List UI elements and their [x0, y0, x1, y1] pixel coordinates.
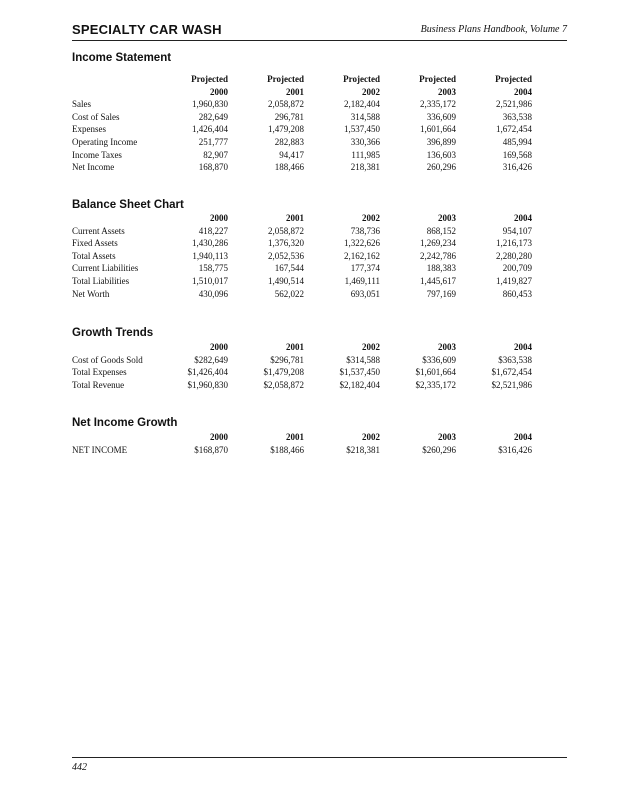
- column-header: 2003: [438, 86, 456, 97]
- column-header: 2001: [286, 86, 304, 97]
- value-cell: $260,296: [422, 444, 456, 455]
- value-cell: 1,269,234: [420, 238, 456, 249]
- column-header: 2000: [210, 86, 228, 97]
- value-cell: 111,985: [351, 149, 380, 160]
- row-label: Cost of Sales: [72, 111, 120, 122]
- section-title: Income Statement: [72, 52, 172, 64]
- income-statement-section: [72, 52, 532, 174]
- header-row: [72, 73, 532, 86]
- value-cell: $316,426: [498, 444, 532, 455]
- column-header: 2000: [210, 213, 228, 223]
- header-label-cell: [72, 431, 152, 444]
- value-cell: 1,510,017: [192, 275, 228, 286]
- value-cell: 1,216,173: [496, 238, 532, 249]
- row-label: Total Assets: [72, 250, 116, 261]
- value-cell: 1,601,664: [420, 124, 456, 135]
- column-header: 2004: [514, 342, 532, 352]
- value-cell: 330,366: [350, 136, 380, 147]
- balance-sheet-table: [72, 212, 532, 300]
- value-cell: 158,775: [198, 263, 228, 274]
- value-cell: 188,383: [426, 263, 456, 274]
- page-footer: [72, 757, 567, 773]
- table-row: [72, 111, 532, 124]
- value-cell: 868,152: [426, 225, 456, 236]
- value-cell: 200,709: [502, 263, 532, 274]
- balance-sheet-section: [72, 199, 532, 300]
- value-cell: 363,538: [502, 111, 532, 122]
- value-cell: $363,538: [498, 354, 532, 365]
- growth-trends-section: [72, 327, 532, 391]
- value-cell: 2,058,872: [268, 225, 304, 236]
- value-cell: $1,601,664: [415, 367, 456, 378]
- column-header: 2001: [286, 432, 304, 442]
- value-cell: 136,603: [426, 149, 456, 160]
- net-income-growth-section: [72, 417, 532, 456]
- column-header: Projected: [267, 74, 304, 84]
- value-cell: 797,169: [426, 288, 456, 299]
- table-row: [72, 444, 532, 457]
- value-cell: $2,335,172: [415, 379, 456, 390]
- row-label: Current Assets: [72, 225, 125, 236]
- value-cell: $1,672,454: [491, 367, 532, 378]
- value-cell: 396,899: [426, 136, 456, 147]
- table-row: [72, 275, 532, 288]
- header-row: [72, 431, 532, 444]
- header-label-cell: [72, 212, 152, 225]
- value-cell: $296,781: [270, 354, 304, 365]
- value-cell: 2,058,872: [268, 99, 304, 110]
- growth-trends-table: [72, 341, 532, 391]
- value-cell: 1,469,111: [344, 275, 380, 286]
- column-header: 2000: [210, 342, 228, 352]
- value-cell: 316,426: [502, 162, 532, 173]
- value-cell: 188,466: [274, 162, 304, 173]
- value-cell: 260,296: [426, 162, 456, 173]
- table-row: [72, 288, 532, 301]
- value-cell: 860,453: [502, 288, 532, 299]
- value-cell: 218,381: [350, 162, 380, 173]
- header-label-cell: [72, 86, 152, 99]
- header-label-cell: [72, 341, 152, 354]
- header-label-cell: [72, 73, 152, 86]
- value-cell: 430,096: [198, 288, 228, 299]
- row-label: Fixed Assets: [72, 238, 118, 249]
- header-row: [72, 86, 532, 99]
- row-label: NET INCOME: [72, 444, 128, 455]
- row-label: Cost of Goods Sold: [72, 354, 143, 365]
- value-cell: 1,672,454: [496, 124, 532, 135]
- value-cell: 1,426,404: [192, 124, 228, 135]
- value-cell: 418,227: [198, 225, 228, 236]
- table-row: [72, 366, 532, 379]
- table-row: [72, 98, 532, 111]
- row-label: Operating Income: [72, 136, 138, 147]
- value-cell: 1,940,113: [192, 250, 228, 261]
- value-cell: 1,960,830: [192, 99, 228, 110]
- table-row: [72, 225, 532, 238]
- section-title: Growth Trends: [72, 327, 154, 339]
- value-cell: $314,588: [346, 354, 380, 365]
- value-cell: 738,736: [350, 225, 380, 236]
- table-row: [72, 237, 532, 250]
- column-header: 2002: [362, 86, 380, 97]
- row-label: Sales: [72, 99, 91, 110]
- value-cell: $1,537,450: [339, 367, 380, 378]
- header-title: SPECIALTY CAR WASH: [72, 22, 222, 37]
- column-header: Projected: [495, 74, 532, 84]
- value-cell: 1,322,626: [344, 238, 380, 249]
- table-row: [72, 149, 532, 162]
- value-cell: 167,544: [274, 263, 304, 274]
- value-cell: $1,960,830: [187, 379, 228, 390]
- value-cell: $336,609: [422, 354, 456, 365]
- value-cell: 1,376,320: [268, 238, 304, 249]
- value-cell: 2,280,280: [496, 250, 532, 261]
- value-cell: 1,430,286: [192, 238, 228, 249]
- value-cell: 1,445,617: [420, 275, 456, 286]
- value-cell: $168,870: [194, 444, 228, 455]
- table-row: [72, 123, 532, 136]
- value-cell: 1,490,514: [268, 275, 304, 286]
- row-label: Total Revenue: [72, 379, 125, 390]
- value-cell: 954,107: [502, 225, 532, 236]
- row-label: Current Liabilities: [72, 263, 139, 274]
- value-cell: 693,051: [350, 288, 380, 299]
- table-row: [72, 250, 532, 263]
- value-cell: $2,182,404: [339, 379, 380, 390]
- table-row: [72, 262, 532, 275]
- row-label: Total Liabilities: [72, 275, 130, 286]
- value-cell: 2,182,404: [344, 99, 380, 110]
- column-header: 2004: [514, 213, 532, 223]
- column-header: 2004: [514, 432, 532, 442]
- value-cell: 251,777: [198, 136, 228, 147]
- column-header: 2001: [286, 213, 304, 223]
- header-row: [72, 341, 532, 354]
- table-row: [72, 136, 532, 149]
- value-cell: 485,994: [502, 136, 532, 147]
- value-cell: 282,883: [274, 136, 304, 147]
- value-cell: 2,162,162: [344, 250, 380, 261]
- column-header: 2001: [286, 342, 304, 352]
- section-title: Balance Sheet Chart: [72, 199, 184, 211]
- value-cell: 169,568: [502, 149, 532, 160]
- column-header: Projected: [343, 74, 380, 84]
- row-label: Net Worth: [72, 288, 110, 299]
- value-cell: 296,781: [274, 111, 304, 122]
- header-book-title: Business Plans Handbook, Volume 7: [420, 24, 567, 35]
- column-header: 2004: [514, 86, 532, 97]
- net-income-growth-table: [72, 431, 532, 456]
- section-title: Net Income Growth: [72, 417, 178, 429]
- value-cell: $2,058,872: [263, 379, 304, 390]
- value-cell: 2,521,986: [496, 99, 532, 110]
- value-cell: $2,521,986: [491, 379, 532, 390]
- value-cell: 336,609: [426, 111, 456, 122]
- value-cell: 168,870: [198, 162, 228, 173]
- value-cell: 177,374: [350, 263, 380, 274]
- running-header: [72, 22, 567, 41]
- table-row: [72, 379, 532, 392]
- column-header: 2003: [438, 213, 456, 223]
- header-row: [72, 212, 532, 225]
- column-header: Projected: [191, 74, 228, 84]
- value-cell: 2,242,786: [420, 250, 456, 261]
- row-label: Expenses: [72, 124, 106, 135]
- value-cell: 1,479,208: [268, 124, 304, 135]
- column-header: 2002: [362, 432, 380, 442]
- value-cell: 94,417: [279, 149, 304, 160]
- row-label: Net Income: [72, 162, 115, 173]
- value-cell: $1,426,404: [187, 367, 228, 378]
- value-cell: $218,381: [346, 444, 380, 455]
- column-header: Projected: [419, 74, 456, 84]
- row-label: Total Expenses: [72, 367, 127, 378]
- value-cell: 282,649: [198, 111, 228, 122]
- column-header: 2002: [362, 213, 380, 223]
- column-header: 2000: [210, 432, 228, 442]
- column-header: 2003: [438, 432, 456, 442]
- value-cell: 1,537,450: [344, 124, 380, 135]
- value-cell: $188,466: [270, 444, 304, 455]
- value-cell: $1,479,208: [263, 367, 304, 378]
- value-cell: $282,649: [194, 354, 228, 365]
- value-cell: 562,022: [274, 288, 304, 299]
- value-cell: 82,907: [203, 149, 228, 160]
- column-header: 2003: [438, 342, 456, 352]
- row-label: Income Taxes: [72, 149, 122, 160]
- page-number: 442: [72, 762, 87, 773]
- column-header: 2002: [362, 342, 380, 352]
- income-statement-table: [72, 73, 532, 174]
- table-row: [72, 354, 532, 367]
- value-cell: 2,335,172: [420, 99, 456, 110]
- table-row: [72, 161, 532, 174]
- value-cell: 314,588: [350, 111, 380, 122]
- value-cell: 1,419,827: [496, 275, 532, 286]
- value-cell: 2,052,536: [268, 250, 304, 261]
